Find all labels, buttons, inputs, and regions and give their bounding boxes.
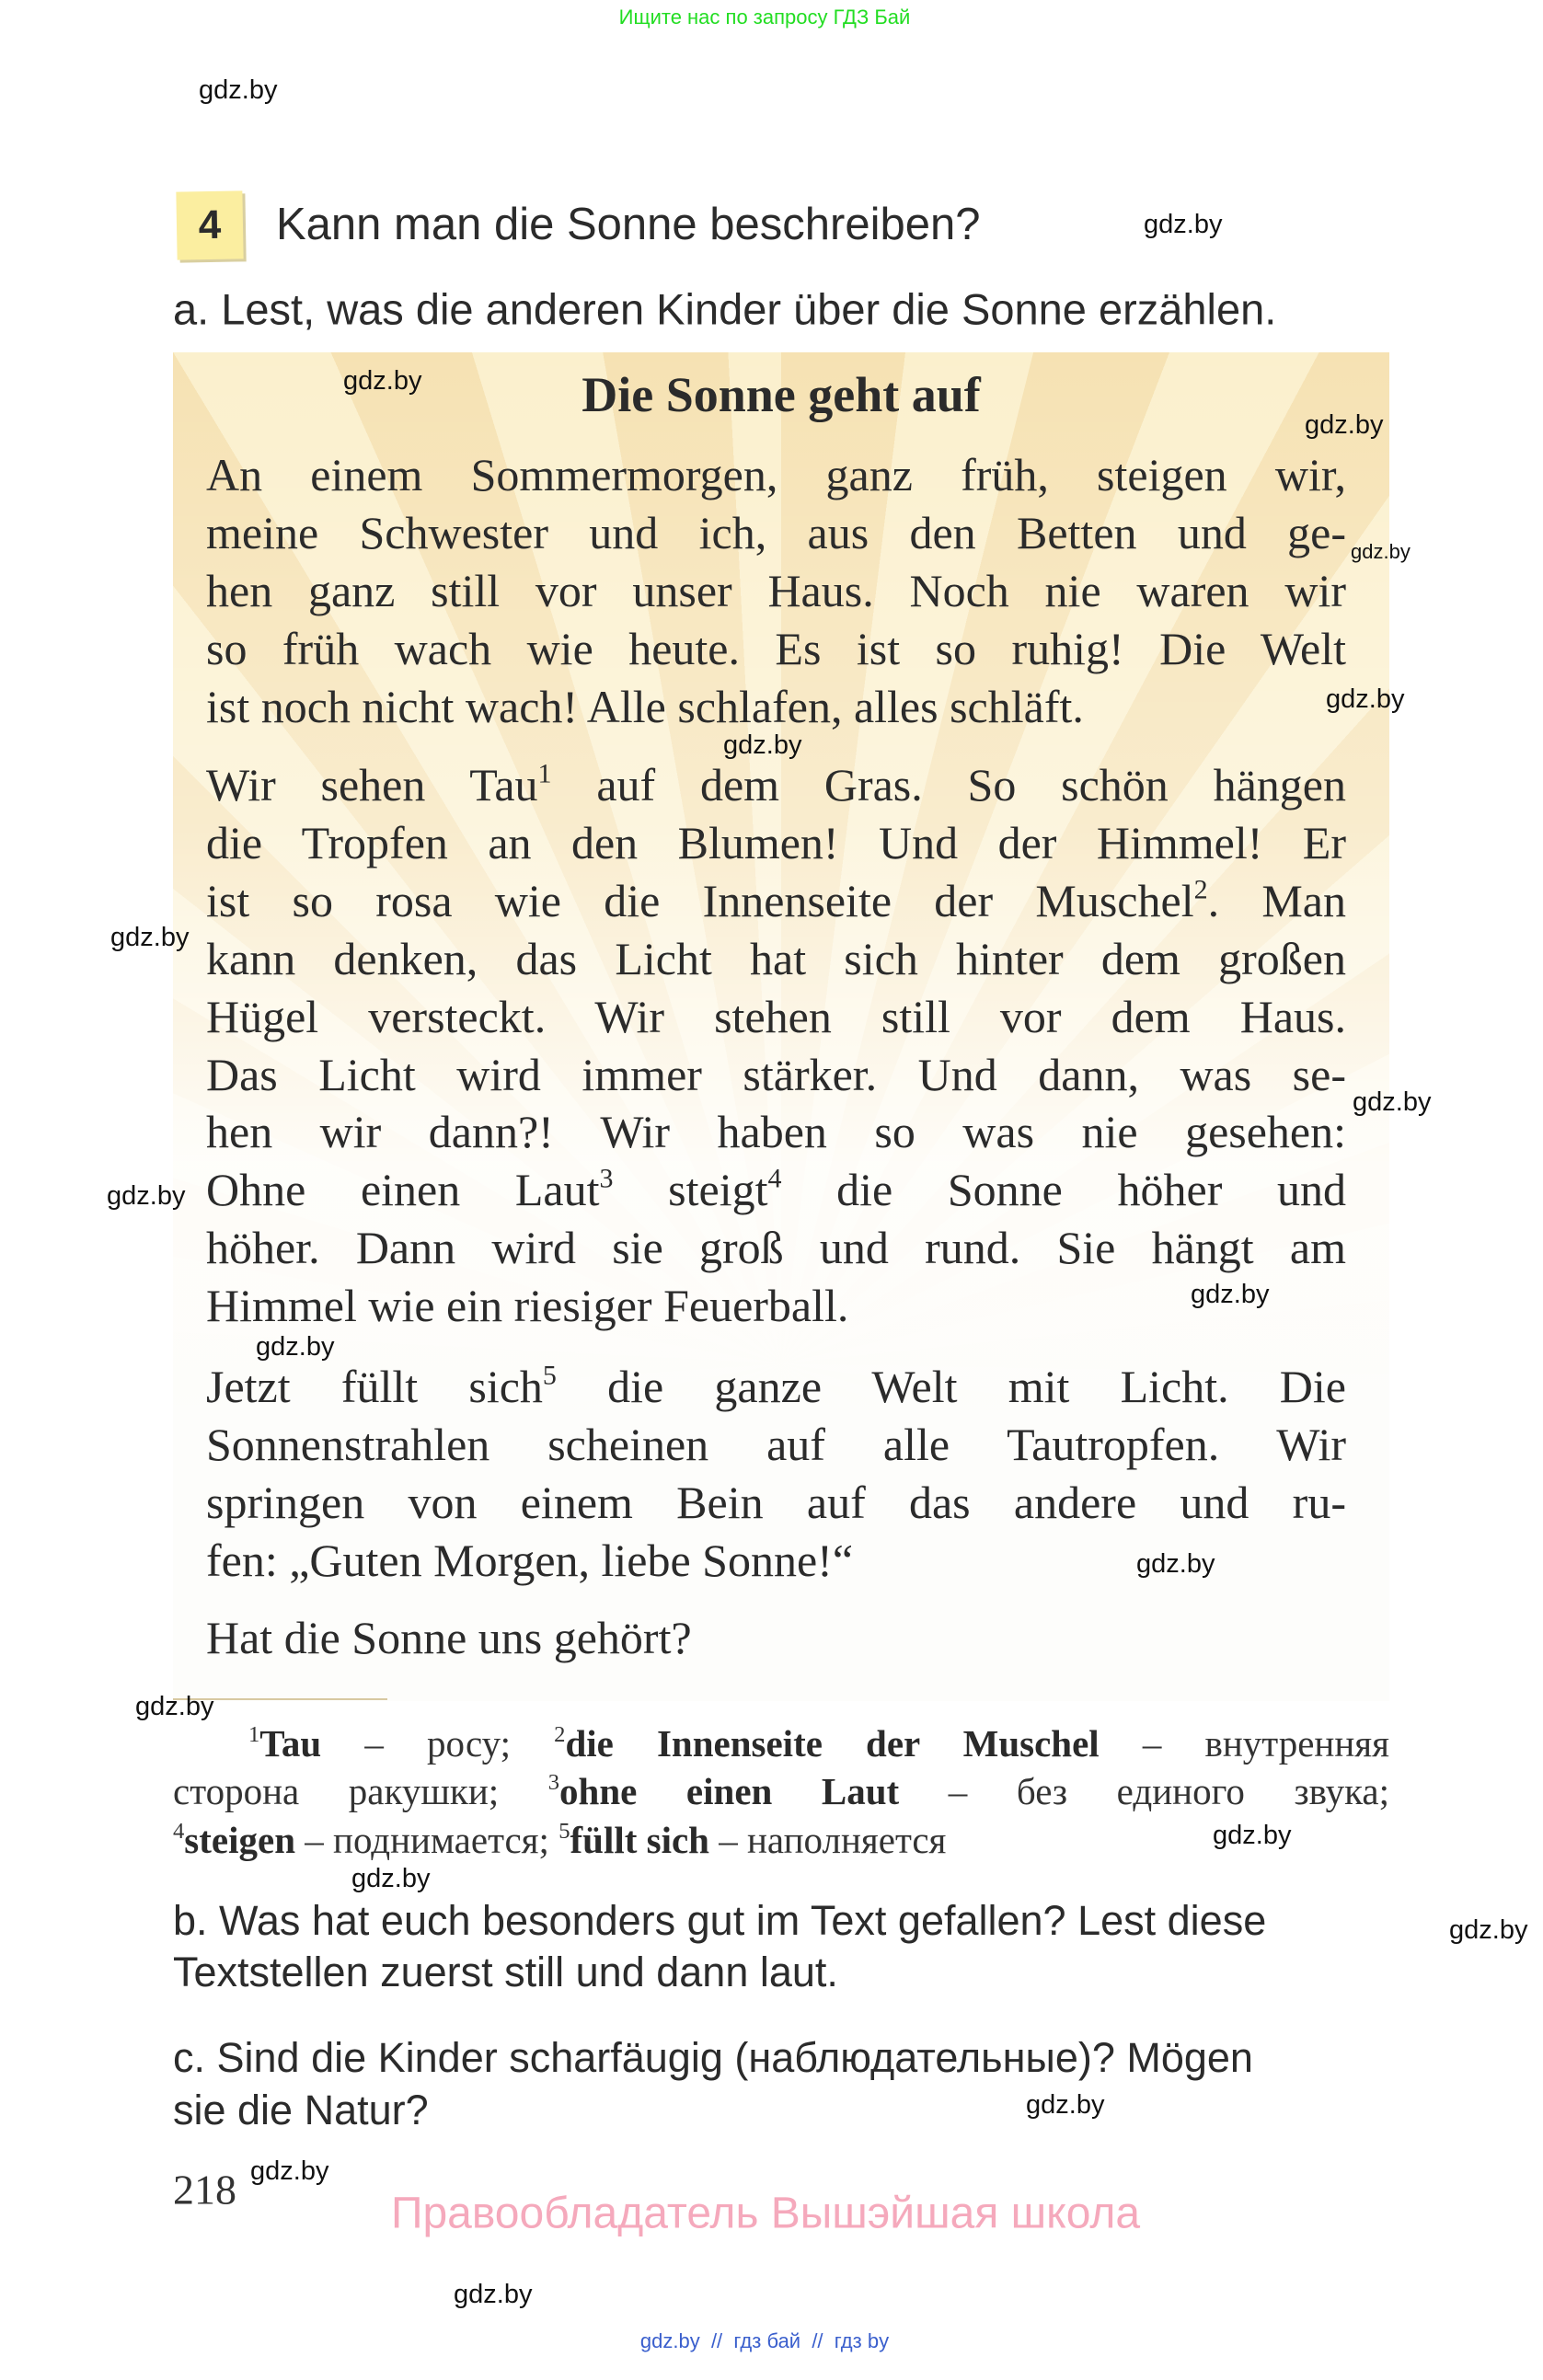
watermark: gdz.by [1305,410,1384,440]
story-line: höher. Dann wird sie groß und rund. Sie hängt am [206,1222,1346,1274]
rights-holder: Правообладатель Вышэйшая школа [390,2189,1141,2238]
watermark: gdz.by [1136,1549,1215,1579]
watermark: gdz.by [1351,540,1411,563]
story-title: Die Sonne geht auf [582,367,981,422]
watermark: gdz.by [1449,1915,1528,1945]
watermark: gdz.by [1026,2090,1105,2120]
page-number: 218 [173,2166,236,2213]
story-line: springen von einem Bein auf das andere und ru- [206,1476,1346,1528]
footnote-marker: 5 [558,1819,570,1845]
exercise-title: Kann man die Sonne beschreiben? [276,200,981,249]
watermark: gdz.by [723,730,802,760]
story-line: Ohne einen Laut$^3$ steigt$^4$ die Sonne höher und [206,1163,1347,1216]
watermark: gdz.by [135,1692,214,1721]
footnote-term: füllt sich [570,1819,709,1861]
footnote-marker: 1 [537,758,552,789]
story-line: Himmel wie ein riesiger Feuerball. [206,1280,849,1332]
story-line: hen wir dann?! Wir haben so was nie gesehen: [206,1106,1346,1158]
watermark: gdz.by [199,75,278,105]
watermark: gdz.by [1326,684,1405,714]
story-line: fen: „Guten Morgen, liebe Sonne!“ [206,1534,854,1586]
watermark: gdz.by [454,2280,533,2309]
watermark: gdz.by [351,1864,431,1893]
watermark: gdz.by [107,1181,186,1211]
story-line: An einem Sommermorgen, ganz früh, steigen wir, [206,449,1346,500]
story-line: hen ganz still vor unser Haus. Noch nie waren wir [206,564,1346,616]
footnote-term: ohne einen Laut [559,1770,900,1812]
footnote-marker: 2 [554,1722,566,1748]
task-c-line-1: c. Sind die Kinder scharfäugig (наблюдательные)? Mögen [173,2034,1253,2081]
bottom-links[interactable]: gdz.by // гдз бай // гдз by [639,2329,890,2352]
search-hint: Ищите нас по запросу ГДЗ Бай [618,6,911,29]
story-line: so früh wach wie heute. Es ist so ruhig! Die Welt [206,622,1346,674]
footnote-marker: 3 [547,1770,560,1796]
task-a: a. Lest, was die anderen Kinder über die Sonne erzählen. [173,284,1277,334]
watermark: gdz.by [1213,1821,1292,1850]
footnote-marker: 1 [248,1722,260,1748]
footnote-marker: 3 [599,1163,614,1194]
footnote-marker: 4 [173,1819,185,1845]
exercise-number-badge: 4 [176,190,243,259]
watermark: gdz.by [1191,1280,1270,1309]
footnote-marker: 2 [1193,874,1208,905]
story-line: kann denken, das Licht hat sich hinter dem großen [206,932,1346,984]
footnote-line: $^1$Tau – росу; $^2$die Innenseite der Muschel – внутренняя [248,1722,1389,1765]
footnote-marker: 5 [542,1360,557,1391]
story-line: Sonnenstrahlen scheinen auf alle Tautropfen. Wir [206,1418,1346,1470]
footnote-term: die Innenseite der Muschel [565,1722,1100,1765]
watermark: gdz.by [250,2156,329,2186]
story-line: Hat die Sonne uns gehört? [206,1612,692,1663]
task-c-line-2: sie die Natur? [173,2087,429,2133]
watermark: gdz.by [1353,1087,1432,1117]
watermark: gdz.by [256,1332,335,1362]
footnote-term: Tau [259,1722,322,1765]
story-line: Jetzt füllt sich$^5$ die ganze Welt mit Licht. Die [206,1360,1346,1412]
task-b-line-1: b. Was hat euch besonders gut im Text gefallen? Lest diese [173,1897,1267,1944]
watermark: gdz.by [343,366,422,396]
story-line: Das Licht wird immer stärker. Und dann, was se- [206,1048,1346,1100]
story-line: ist noch nicht wach! Alle schlafen, alles schläft. [206,680,1084,732]
task-b-line-2: Textstellen zuerst still und dann laut. [173,1949,838,1995]
story-line: ist so rosa wie die Innenseite der Muschel$^2$. Man [206,874,1347,926]
story-line: Wir sehen Tau$^1$ auf dem Gras. So schön hängen [206,758,1346,811]
story-line: Hügel versteckt. Wir stehen still vor dem Haus. [206,990,1346,1042]
watermark: gdz.by [110,923,190,952]
footnote-line: $^4$steigen – поднимается; $^5$füllt sich – наполняется [173,1819,947,1861]
footnote-line: сторона ракушки; $^3$ohne einen Laut – без единого звука; [173,1770,1390,1812]
story-line: die Tropfen an den Blumen! Und der Himmel! Er [206,816,1346,868]
watermark: gdz.by [1144,210,1223,239]
footnote-marker: 4 [767,1163,782,1194]
story-line: meine Schwester und ich, aus den Betten und ge- [206,506,1346,558]
footnote-term: steigen [184,1819,295,1861]
